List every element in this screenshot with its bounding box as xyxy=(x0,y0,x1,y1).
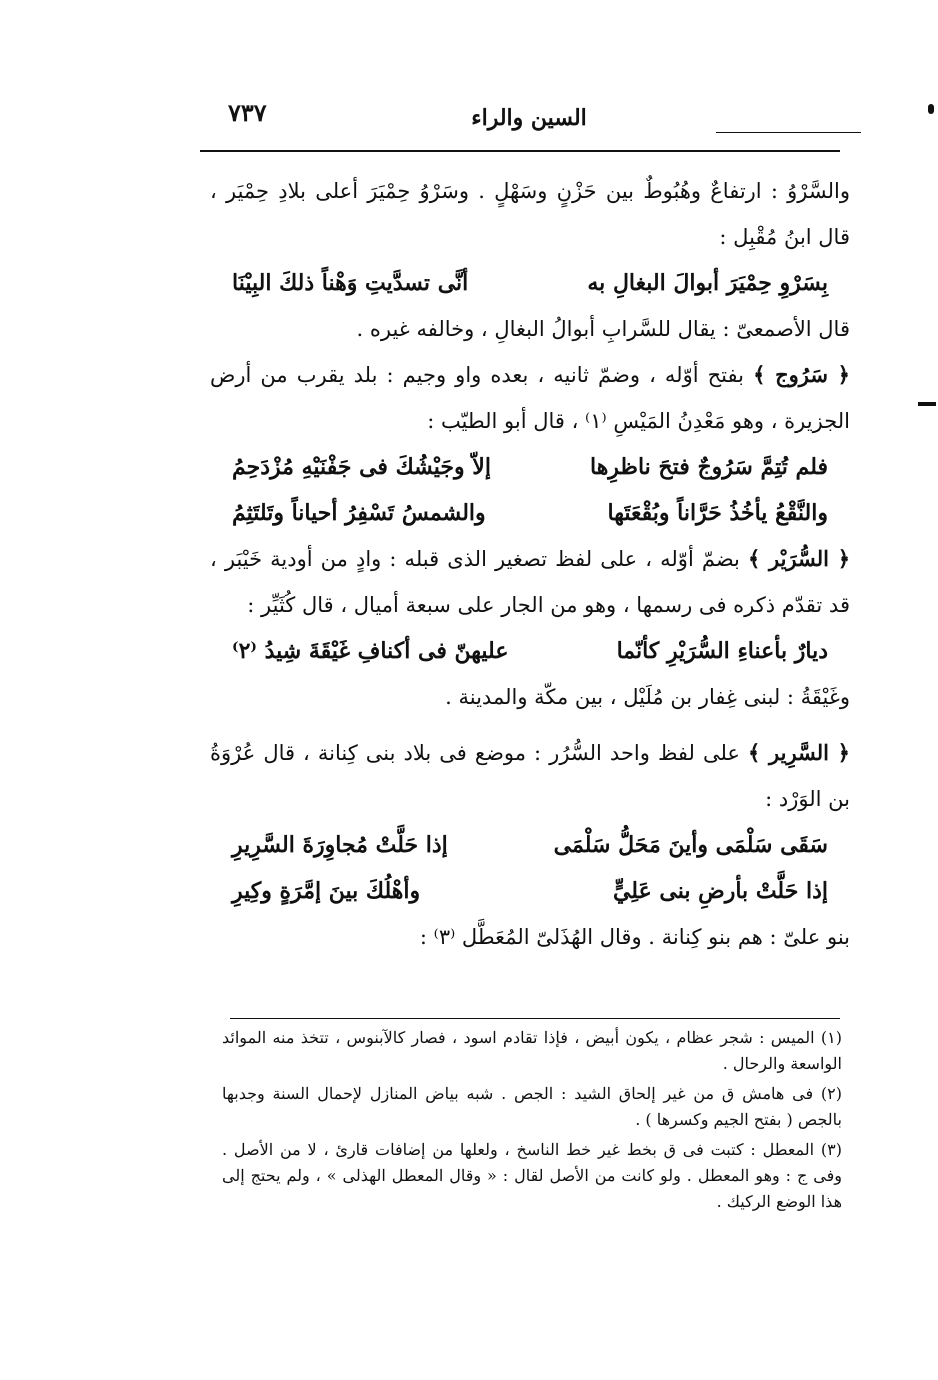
verse-2-second: إلاّ وجَيْشُكَ فى جَفْنَيْهِ مُزْدَحِمُ xyxy=(232,454,491,480)
verse-3-second: والشمسُ تَسْفِرُ أحياناً وتَلتَثِمُ xyxy=(232,500,486,526)
headword-saruj: ﴿ سَرُوج ﴾ xyxy=(753,362,850,387)
entry-surayr xyxy=(210,536,850,628)
paragraph-bani-ali: بنو علىّ : هم بنو كِنانة . وقال الهُذَلىّ المُعَطَّل ⁽٣⁾ : xyxy=(419,925,850,949)
verse-6-second: وأهْلُكَ بينَ إمَّرَةٍ وكِيرِ xyxy=(232,878,421,904)
paragraph-ghayqa: وغَيْقَةُ : لبنى غِفار بن مُلَيْل ، بين مكّة والمدينة . xyxy=(445,685,850,709)
verse-4-second: عليهنّ فى أكنافِ غَيْقَةَ شِيدُ ⁽٢⁾ xyxy=(232,638,509,664)
entry-saruj-text: بفتح أوّله ، وضمّ ثانيه ، بعده واو وجيم : بلد يقرب من أرض الجزيرة ، وهو مَعْدِنُ المَيْسِ ⁽١⁾ ، قال أبو الطيّب : xyxy=(210,363,850,433)
entry-saruj xyxy=(210,352,850,444)
body-text xyxy=(210,168,850,960)
footnote-1: (١) الميس : شجر عظام ، يكون أبيض ، فإذا تقادم اسود ، فصار كالآبنوس ، تتخذ منه الموائد الواسعة والرحال . xyxy=(222,1028,842,1073)
footnote-3: (٣) المعطل : كتبت فى ق بخط غير خط الناسخ ، ولعلها من إضافات قارئ ، لا من الأصل . وفى ج : وهو المعطل . ولو كانت من الأصل لقال : « وقال المعطل الهذلى » ، ولم يحتج إلى هذا الوضع الركيك . xyxy=(222,1140,842,1211)
verse-2 xyxy=(210,444,850,490)
verse-1-first: بِسَرْوِ حِمْيَرَ أبوالَ البغالِ به xyxy=(587,270,828,296)
verse-4-first: ديارٌ بأعناءِ السُّرَيْرِ كأنّما xyxy=(616,638,828,664)
verse-3 xyxy=(210,490,850,536)
entry-sarir xyxy=(210,730,850,822)
verse-1 xyxy=(210,260,850,306)
verse-6 xyxy=(210,868,850,914)
verse-3-first: والنَّقْعُ يأخُذُ حَرَّاناً وبُقْعَتَها xyxy=(607,500,828,526)
footnotes xyxy=(222,1025,842,1219)
verse-5-first: سَقَى سَلْمَى وأينَ مَحَلُّ سَلْمَى xyxy=(553,832,828,858)
verse-2-first: فلم تُتِمَّ سَرُوجٌ فتحَ ناظرِها xyxy=(589,454,828,480)
entry-sarir-text: على لفظ واحد السُّرُر : موضع فى بلاد بنى كِنانة ، قال عُرْوَةُ بن الوَرْد : xyxy=(210,741,850,811)
margin-mark xyxy=(918,402,936,406)
verse-4 xyxy=(210,628,850,674)
verse-1-second: أنَّى تسدَّيتِ وَهْناً ذلكَ البِيْنَا xyxy=(232,270,469,296)
paragraph-asmai: قال الأصمعىّ : يقال للسَّرابِ أبوالُ البغالِ ، وخالفه غيره . xyxy=(356,317,850,341)
header-rule xyxy=(200,150,840,152)
paragraph-sarw: والسَّرْوُ : ارتفاعٌ وهُبُوطٌ بين حَزْنٍ وسَهْلٍ . وسَرْوُ حِمْيَرَ أعلى بلادِ حِمْيَر ، قال ابنُ مُقْبِل : xyxy=(210,179,850,249)
verse-5-second: إذا حَلَّتْ مُجاوِرَةَ السَّرِيرِ xyxy=(232,832,448,858)
verse-5 xyxy=(210,822,850,868)
footnote-rule xyxy=(230,1018,840,1019)
header-underline xyxy=(716,132,861,133)
headword-surayr: ﴿ السُّرَيْر ﴾ xyxy=(747,546,851,571)
running-title: السين والراء xyxy=(471,105,587,131)
page-header xyxy=(200,95,858,141)
footnote-2: (٢) فى هامش ق من غير إلحاق الشيد : الجص . شبه بياض المنازل لإحمال السنة وجدبها بالجص ( بفتح الجيم وكسرها ) . xyxy=(222,1084,842,1129)
verse-6-first: إذا حَلَّتْ بأرضِ بنى عَلِيٍّ xyxy=(612,878,828,904)
margin-dot xyxy=(928,104,934,114)
entry-surayr-text: بضمّ أوّله ، على لفظ تصغير الذى قبله : وادٍ من أودية خَيْبَر ، قد تقدّم ذكره فى رسمها ، وهو من الجار على سبعة أميال ، قال كُثَيِّر : xyxy=(210,547,850,617)
page-number: ٧٣٧ xyxy=(228,98,267,127)
headword-sarir: ﴿ السَّرِير ﴾ xyxy=(748,740,850,765)
